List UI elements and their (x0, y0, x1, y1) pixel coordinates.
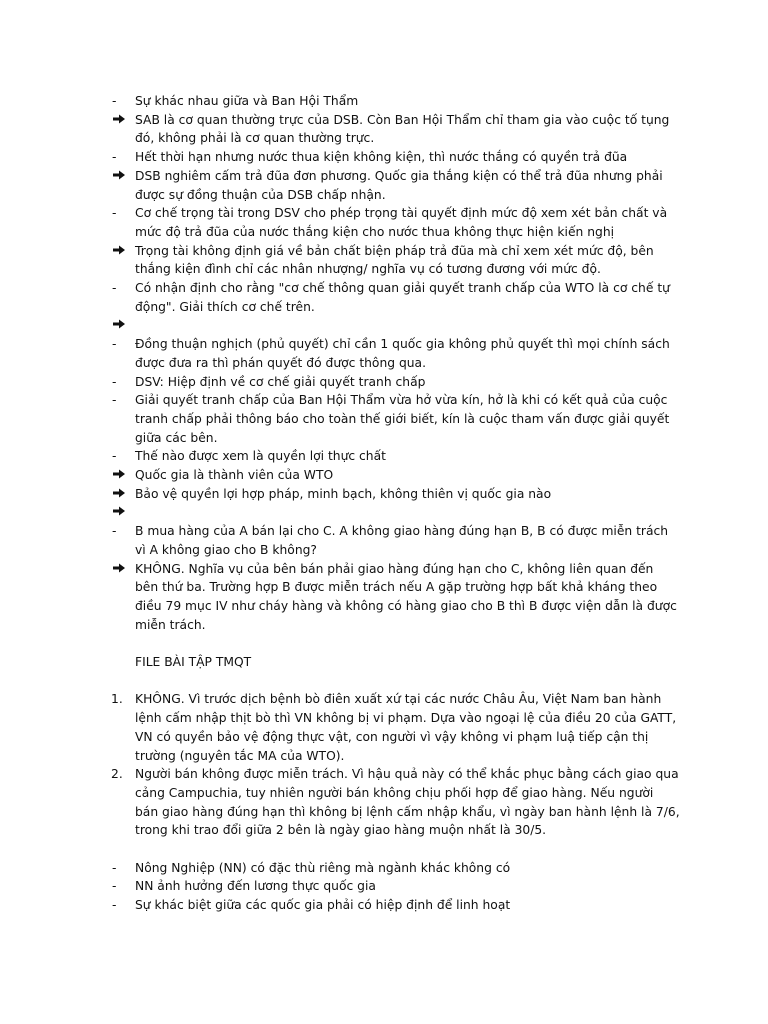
list-item (0, 148, 768, 167)
dash-bullet-icon: - (112, 94, 117, 108)
spacer (0, 840, 768, 859)
arrow-bullet-icon (112, 503, 134, 522)
numbered-item-text: Người bán không được miễn trách. Vì hậu quả này có thể khắc phục bằng cách giao qua cảng Campuchia, tuy nhiên người bán không chịu phối hợp để giao hàng. Nếu người bán giao hàng đúng hạn thì không bị lệnh cấm nhập khẩu, vì ngày ban hành lệnh là 7/6, trong khi trao đổi giữa 2 bên là ngày giao hàng muộn nhất là 30/5. (135, 767, 680, 838)
list-item (0, 859, 768, 878)
list-item (0, 896, 768, 915)
notes-list (0, 92, 768, 634)
item-number: 2. (111, 767, 123, 782)
list-item (0, 560, 768, 635)
list-item-text: Trọng tài không định giá về bản chất biện pháp trả đũa mà chỉ xem xét mức độ, bên thắng kiện đình chỉ các nhân nhượng/ nghĩa vụ có tương đương với mức độ. (135, 243, 654, 277)
list-item (0, 111, 768, 148)
arrow-bullet-icon (112, 167, 134, 186)
list-item-text: SAB là cơ quan thường trực của DSB. Còn Ban Hội Thẩm chỉ tham gia vào cuộc tố tụng đó, không phải là cơ quan thường trực. (135, 112, 670, 146)
dash-bullet-icon: - (112, 393, 117, 408)
numbered-item (0, 765, 768, 840)
arrow-bullet-icon (112, 316, 134, 335)
list-item (0, 92, 768, 111)
list-item-text: Có nhận định cho rằng "cơ chế thông quan giải quyết tranh chấp của WTO là cơ chế tự động". Giải thích cơ chế trên. (135, 281, 670, 314)
arrow-bullet-icon (112, 466, 134, 485)
list-item-text: Quốc gia là thành viên của WTO (135, 468, 334, 483)
list-item (0, 204, 768, 241)
numbered-item (0, 690, 768, 765)
section-heading: FILE BÀI TẬP TMQT (135, 655, 252, 670)
list-item (0, 316, 768, 335)
list-item-text: Sự khác nhau giữa và Ban Hội Thẩm (135, 94, 359, 108)
list-item-text: Thế nào được xem là quyền lợi thực chất (135, 449, 386, 464)
spacer (0, 672, 768, 691)
list-item-text: B mua hàng của A bán lại cho C. A không giao hàng đúng hạn B, B có được miễn trách vì A không giao cho B không? (135, 524, 669, 557)
list-item (0, 447, 768, 466)
document-page (0, 92, 768, 915)
list-item-text: DSV: Hiệp định về cơ chế giải quyết tranh chấp (135, 374, 426, 389)
list-item (0, 466, 768, 485)
dash-bullet-icon: - (112, 281, 117, 296)
list-item (0, 522, 768, 559)
arrow-bullet-icon (112, 485, 134, 504)
list-item-text: Sự khác biệt giữa các quốc gia phải có hiệp định để linh hoạt (135, 898, 511, 913)
list-item-text: KHÔNG. Nghĩa vụ của bên bán phải giao hàng đúng hạn cho C, không liên quan đến bên thứ ba. Trường hợp B được miễn trách nếu A gặp trường hợp bất khả kháng theo điều 79 mục IV như cháy hàng và không có hàng giao cho B thì B được viện dẫn là được miễn trách. (135, 561, 677, 632)
list-item (0, 877, 768, 896)
dash-bullet-icon: - (112, 524, 117, 539)
dash-bullet-icon: - (112, 206, 117, 221)
dash-bullet-icon: - (112, 150, 117, 165)
list-item (0, 503, 768, 522)
dash-bullet-icon: - (112, 898, 117, 913)
list-item (0, 485, 768, 504)
arrow-bullet-icon (112, 111, 134, 130)
list-item (0, 373, 768, 392)
list-item (0, 391, 768, 447)
spacer (0, 634, 768, 653)
list-item (0, 242, 768, 279)
item-number: 1. (111, 692, 123, 707)
list-item-text: DSB nghiêm cấm trả đũa đơn phương. Quốc gia thắng kiện có thể trả đũa nhưng phải được sự đồng thuận của DSB chấp nhận. (135, 168, 663, 202)
list-item-text: Đồng thuận nghịch (phủ quyết) chỉ cần 1 quốc gia không phủ quyết thì mọi chính sách được đưa ra thì phán quyết đó được thông qua. (135, 337, 670, 370)
list-item (0, 167, 768, 204)
dash-bullet-icon: - (112, 449, 117, 464)
arrow-bullet-icon (112, 560, 134, 579)
list-item-text: Cơ chế trọng tài trong DSV cho phép trọng tài quyết định mức độ xem xét bản chất và mức độ trả đũa của nước thắng kiện cho nước thua không thực hiện kiến nghị (135, 206, 668, 239)
dash-bullet-icon: - (112, 374, 117, 389)
agriculture-notes-list (0, 859, 768, 915)
list-item-text: Nông Nghiệp (NN) có đặc thù riêng mà ngành khác không có (135, 860, 511, 875)
dash-bullet-icon: - (112, 879, 117, 894)
list-item-text: Bảo vệ quyền lợi hợp pháp, minh bạch, không thiên vị quốc gia nào (135, 486, 552, 501)
list-item-text: Giải quyết tranh chấp của Ban Hội Thẩm vừa hở vừa kín, hở là khi có kết quả của cuộc tranh chấp phải thông báo cho toàn thế giới biết, kín là cuộc tham vấn được giải quyết giữa các bên. (135, 393, 670, 445)
numbered-item-text: KHÔNG. Vì trước dịch bệnh bò điên xuất xứ tại các nước Châu Âu, Việt Nam ban hành lệnh cấm nhập thịt bò thì VN không bị vi phạm. Dựa vào ngoại lệ của điều 20 của GATT, VN có quyền bảo vệ động thực vật, con người vì vậy không vi phạm luậ tiếp cận thị trường (nguyên tắc MA của WTO). (135, 692, 677, 763)
list-item-text: NN ảnh hưởng đến lương thực quốc gia (135, 879, 376, 894)
numbered-answers (0, 690, 768, 840)
arrow-bullet-icon (112, 242, 134, 261)
list-item (0, 279, 768, 316)
dash-bullet-icon: - (112, 860, 117, 875)
list-item (0, 335, 768, 372)
list-item-text: Hết thời hạn nhưng nước thua kiện không kiện, thì nước thắng có quyền trả đũa (135, 150, 628, 165)
dash-bullet-icon: - (112, 337, 117, 352)
